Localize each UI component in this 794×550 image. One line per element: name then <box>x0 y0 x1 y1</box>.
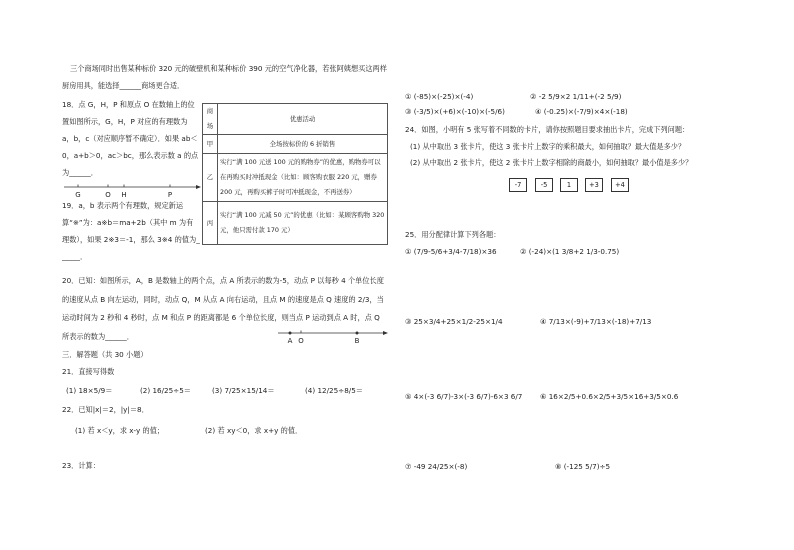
q21-item-3: (3) 7/25×15/14＝ <box>212 386 275 395</box>
q25-item-7: ⑦ -49 24/25×(-8) <box>405 462 468 471</box>
store-cell: 丙 <box>203 202 218 245</box>
q17-continued-text: 三个商场同时出售某种标价 320 元的破壁机和某种标价 390 元的空气净化器，若张阿姨想买这两样厨房用具，能选择______商场更合适． <box>62 64 387 90</box>
q21-item-4: (4) 12/25÷8/5＝ <box>305 386 363 395</box>
q25-item-6: ⑥ 16×2/5+0.6×2/5+3/5×16+3/5×0.6 <box>540 392 679 401</box>
promotion-table <box>202 103 388 245</box>
q20-point-a <box>289 332 292 335</box>
header-offer: 优惠活动 <box>218 104 388 135</box>
q23-item-1: ① (-85)×(-25)×(-4) <box>405 92 474 101</box>
q19-text: 19．a，b 表示两个有理数，规定新运算“※”为：a※b＝ma+2b（其中 m 为有理数），如果 2※3＝-1，那么 3※4 的值为______． <box>62 201 200 261</box>
q25-item-2: ② (-24)×(1 3/8+2 1/3-0.75) <box>520 247 620 256</box>
number-card: +3 <box>585 178 603 192</box>
q20-axis-arrow <box>383 331 388 335</box>
q23-title: 23．计算： <box>62 461 100 470</box>
q20-text: 20．已知：如图所示，A，B 是数轴上的两个点，点 A 所表示的数为-5，动点 P 以每秒 4 个单位长度的速度从点 B 向左运动，同时，动点 Q，M 从点 A 向右运动，且点 M 的速度是点 Q 速度的 2/3，当运动时间为 2 秒和 4 秒时，点 M 和点 P 的距离都是 6 个单位长度，则当点 P 运动到点 A 时，点 Q 所表示的数为______． <box>62 276 384 342</box>
q18-label-g: G <box>75 191 81 199</box>
q18-label-h: H <box>121 191 127 199</box>
number-card: -5 <box>535 178 553 192</box>
header-store: 商场 <box>203 104 218 135</box>
q25-item-8: ⑧ (-125 5/7)÷5 <box>555 462 611 471</box>
q25-item-3: ③ 25×3/4+25×1/2-25×1/4 <box>405 317 503 326</box>
q21-title: 21．直接写得数 <box>62 367 115 376</box>
number-card: 1 <box>560 178 578 192</box>
q23-item-2: ② -2 5/9×2 1/11+(-2 5/9) <box>530 92 622 101</box>
q23-item-4: ④ (-0.25)×(-7/9)×4×(-18) <box>535 107 628 116</box>
store-cell: 甲 <box>203 135 218 154</box>
number-card: -7 <box>509 178 527 192</box>
number-card: +4 <box>611 178 629 192</box>
q25-item-5: ⑤ 4×(-3 6/7)-3×(-3 6/7)-6×3 6/7 <box>405 392 523 401</box>
table-row <box>203 154 388 202</box>
q20-label-a: A <box>287 337 293 345</box>
offer-cell: 全场按标价的 6 折销售 <box>218 135 388 154</box>
q22-title: 22．已知|x|＝2，|y|＝8． <box>62 405 149 414</box>
q24-item-1: (1) 从中取出 3 张卡片，使这 3 张卡片上数字的乘积最大，如何抽取？最大值是多少？ <box>410 142 686 151</box>
store-cell: 乙 <box>203 154 218 202</box>
section-heading: 三．解答题（共 30 小题） <box>62 350 148 359</box>
q22-item-1: (1) 若 x＜y，求 x-y 的值； <box>75 426 165 435</box>
q20-point-b <box>356 332 359 335</box>
offer-cell: 实行“满 100 元减 50 元”的优惠（比如：某顾客购物 320 元，他只需付款 170 元） <box>218 202 388 245</box>
q18-axis-arrow <box>196 185 201 189</box>
q20-label-b: B <box>354 337 360 345</box>
q21-item-1: (1) 18×5/9＝ <box>66 386 113 395</box>
q21-item-2: (2) 16/25÷5＝ <box>140 386 191 395</box>
q18-label-o: O <box>105 191 111 199</box>
q18-text: 18．点 G，H，P 和原点 O 在数轴上的位置如图所示，G，H，P 对应的有理数为 a，b，c（对应顺序暂不确定）．如果 ab＜0，a+b＞0，ac＞bc，那么表示数 a 的点为______． <box>62 100 199 177</box>
q25-item-4: ④ 7/13×(-9)+7/13×(-18)+7/13 <box>540 317 652 326</box>
q25-title: 25．用分配律计算下列各题： <box>405 230 501 239</box>
q20-label-o: O <box>298 337 304 345</box>
q24-text: 24．如图，小明有 5 张写着不同数的卡片，请你按照题目要求抽出卡片，完成下列问题： <box>405 125 690 134</box>
q20-number-line <box>276 326 390 348</box>
promotion-table-header <box>203 104 388 135</box>
table-row <box>203 135 388 154</box>
q24-item-2: (2) 从中取出 2 张卡片，使这 2 张卡片上数字相除的商最小，如何抽取？最小值是多少？ <box>410 158 693 167</box>
q18-label-p: P <box>167 191 173 199</box>
table-row <box>203 202 388 245</box>
offer-cell: 实行“满 100 元送 100 元的购物券”的优惠，购物券可以在再购买时冲抵现金（比如：顾客购衣服 220 元，赠券 200 元，再购买裤子时可冲抵现金，不再送券） <box>218 154 388 202</box>
q23-item-3: ③ (-3/5)×(+6)×(-10)×(-5/6) <box>405 107 505 116</box>
q25-item-1: ① (7/9-5/6+3/4-7/18)×36 <box>405 247 497 256</box>
q22-item-2: (2) 若 xy＜0，求 x+y 的值． <box>205 426 303 435</box>
